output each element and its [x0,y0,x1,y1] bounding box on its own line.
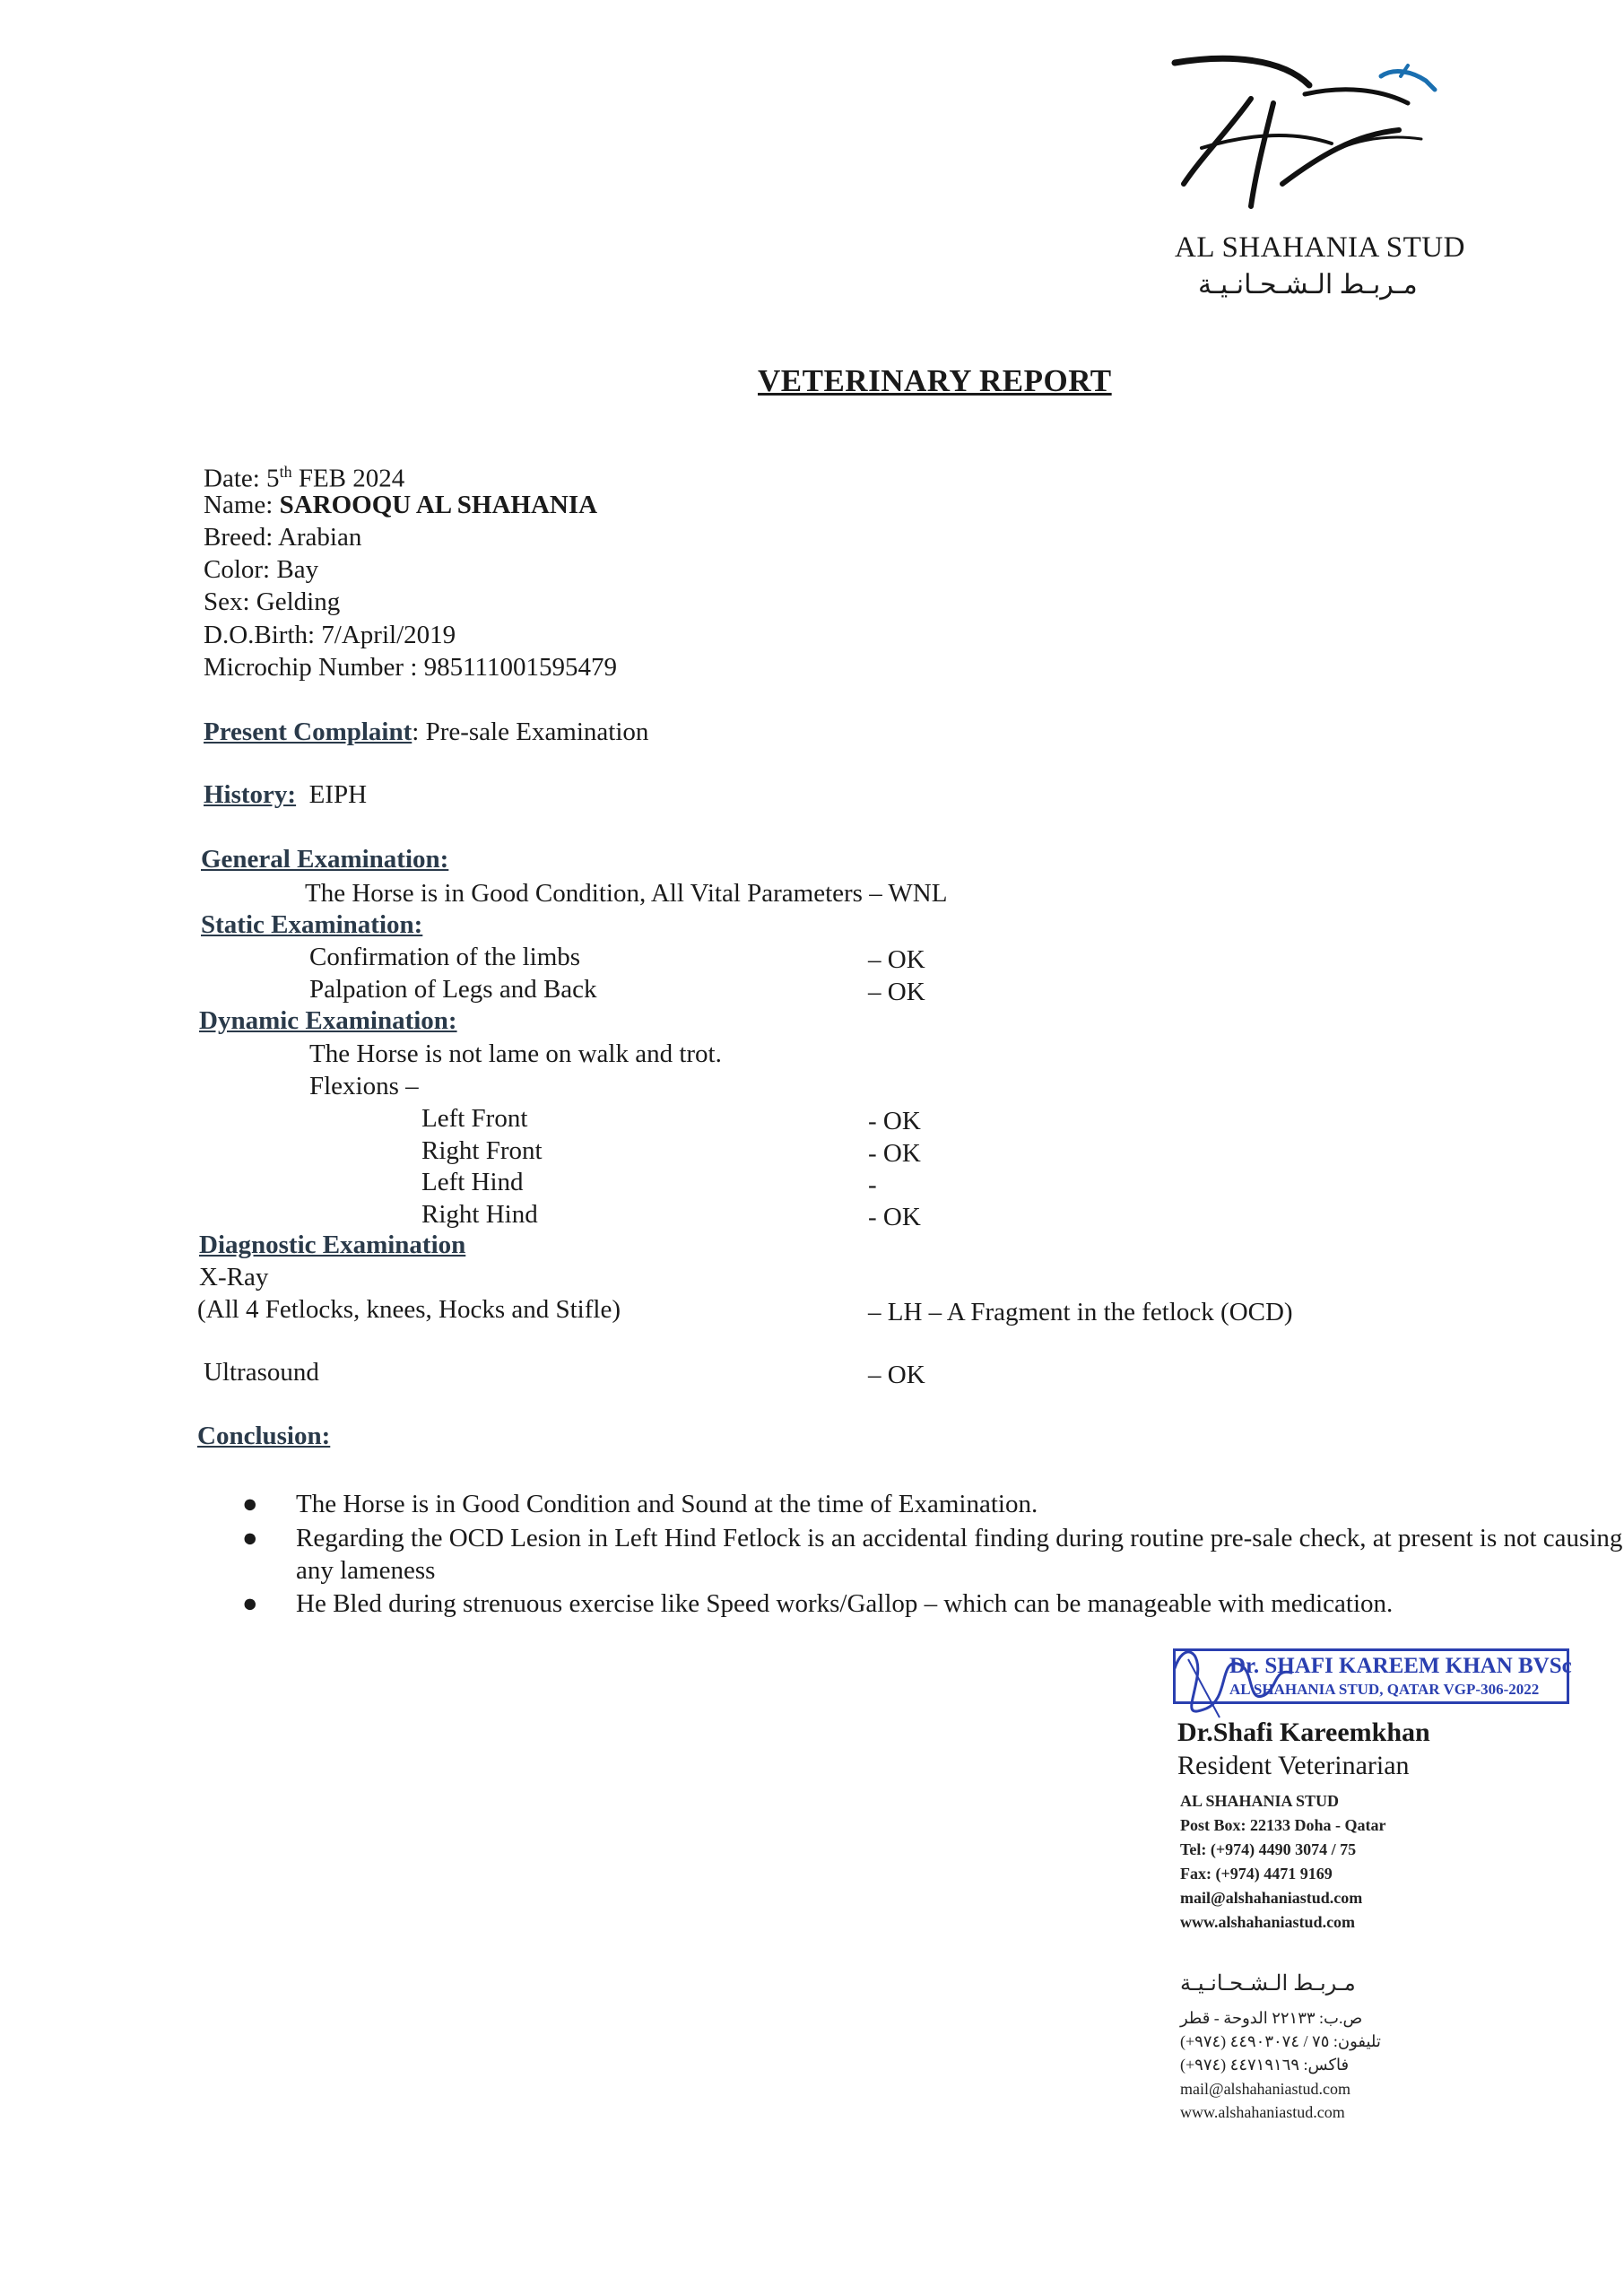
bullet-icon: ● [242,1490,258,1518]
dynamic-exam-heading: Dynamic Examination: [199,1006,457,1035]
dynamic-exam-text: The Horse is not lame on walk and trot. [309,1039,722,1068]
color-field: Color: Bay [204,555,319,584]
breed-field: Breed: Arabian [204,523,362,552]
address-line: Tel: (+974) 4490 3074 / 75 [1180,1840,1357,1858]
signatory-name: Dr.Shafi Kareemkhan [1177,1718,1430,1747]
address-ar-line: ص.ب: ٢٢١٣٣ الدوحة - قطر [1180,2009,1363,2027]
xray-result: – LH – A Fragment in the fetlock (OCD) [868,1298,1293,1326]
al-shahania-horse-logo [1166,49,1462,211]
letterhead-name-ar: مـربـط الـشـحـانـيـة [1198,270,1418,300]
ultrasound-result: – OK [868,1361,925,1389]
static-result: – OK [868,945,925,974]
letterhead-name-en: AL SHAHANIA STUD [1175,231,1465,264]
flexion-result: - OK [868,1139,921,1168]
sex-field: Sex: Gelding [204,587,341,616]
conclusion-bullet: ● He Bled during strenuous exercise like Speed works/Gallop – which can be manageable with medication. [242,1589,1394,1618]
website-link[interactable]: www.alshahaniastud.com [1180,1913,1356,1931]
history: History: EIPH [204,780,368,809]
conclusion-bullet: ● The Horse is in Good Condition and Sound at the time of Examination. [242,1490,1038,1518]
flexions-label: Flexions – [309,1072,419,1100]
flexion-result: - OK [868,1203,921,1231]
static-exam-heading: Static Examination: [201,910,423,939]
general-exam-heading: General Examination: [201,845,449,874]
report-title: VETERINARY REPORT [758,363,1112,398]
diagnostic-exam-heading: Diagnostic Examination [199,1231,466,1259]
microchip-field: Microchip Number : 985111001595479 [204,653,617,682]
address-line: AL SHAHANIA STUD [1180,1792,1340,1810]
address-ar-line: تليفون: ٧٥ / ٤٤٩٠٣٠٧٤ (٩٧٤+) [1180,2032,1381,2050]
address-line: Fax: (+974) 4471 9169 [1180,1865,1333,1883]
ultrasound-label: Ultrasound [204,1358,319,1387]
doctor-stamp: Dr. SHAFI KAREEM KHAN BVSc AL SHAHANIA STUD, QATAR VGP-306-2022 [1173,1648,1569,1704]
email-link[interactable]: mail@alshahaniastud.com [1180,2080,1351,2098]
static-result: – OK [868,978,925,1006]
static-item: Confirmation of the limbs [309,943,581,971]
name-field: Name: SAROOQU AL SHAHANIA [204,491,598,519]
website-link[interactable]: www.alshahaniastud.com [1180,2103,1345,2121]
flexion-item: Left Front [421,1104,528,1133]
bullet-icon: ● [242,1589,258,1618]
xray-label: X-Ray [199,1263,269,1292]
flexion-result: - OK [868,1107,921,1135]
address-ar-line: فاكس: ٤٤٧١٩١٦٩ (٩٧٤+) [1180,2056,1350,2074]
dob-field: D.O.Birth: 7/April/2019 [204,621,456,649]
signatory-role: Resident Veterinarian [1177,1751,1410,1780]
static-item: Palpation of Legs and Back [309,975,597,1004]
email-link[interactable]: mail@alshahaniastud.com [1180,1889,1363,1907]
date-field: Date: 5th FEB 2024 [204,463,405,493]
flexion-item: Right Hind [421,1200,538,1229]
address-line: Post Box: 22133 Doha - Qatar [1180,1816,1386,1834]
flexion-result: - [868,1170,877,1199]
general-exam-text: The Horse is in Good Condition, All Vital Parameters – WNL [305,879,948,908]
conclusion-bullet: ● Regarding the OCD Lesion in Left Hind Fetlock is an accidental finding during routine pre-sale check, at present is not causing any lameness [242,1524,1623,1585]
xray-detail: (All 4 Fetlocks, knees, Hocks and Stifle) [197,1295,621,1324]
flexion-item: Right Front [421,1136,543,1165]
conclusion-heading: Conclusion: [197,1422,331,1450]
bullet-icon: ● [242,1524,258,1552]
address-ar-line: مـربـط الـشـحـانـيـة [1180,1972,1356,1996]
flexion-item: Left Hind [421,1168,524,1196]
present-complaint: Present Complaint: Pre-sale Examination [204,718,649,746]
